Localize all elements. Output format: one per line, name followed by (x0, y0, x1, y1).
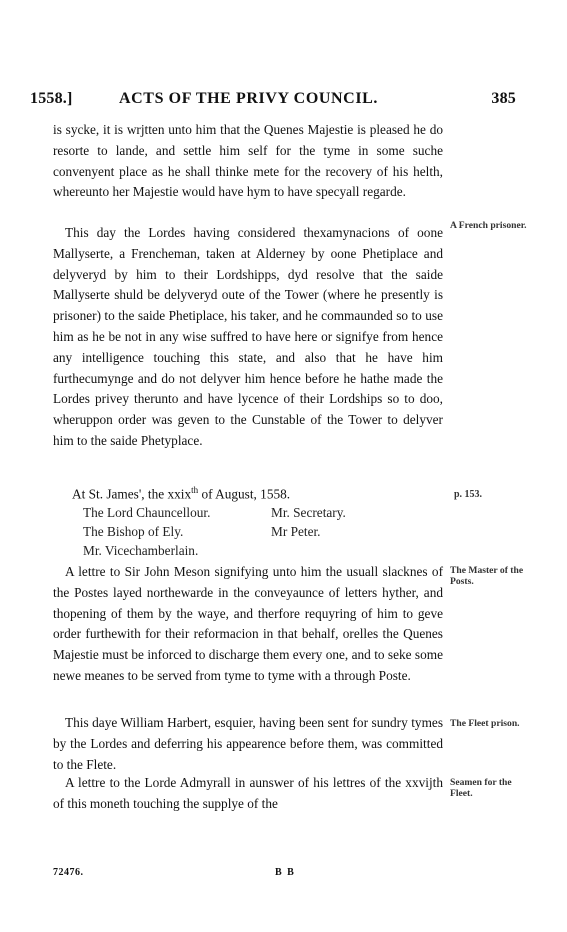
sitting-heading (72, 485, 290, 502)
paragraph-5 (53, 773, 443, 815)
sitting-suffix: of August, 1558. (198, 486, 291, 502)
attendee: Mr. Secretary. (271, 505, 346, 520)
paragraph-1 (53, 120, 443, 203)
margin-note-seamen: Seamen for the Fleet. (450, 777, 512, 799)
paragraph-2 (53, 223, 443, 452)
paragraph-1-text: is sycke, it is wrjtten unto him that the Quenes Majestie is pleased he do resorte to lande, and settle him self for the tyme in some suche convenyent place as he shall thinke mete for the recovery of his helth, whereunto her Majestie would have hym to have specyall regarde. (53, 122, 443, 200)
header-title: ACTS OF THE PRIVY COUNCIL. (119, 90, 379, 107)
paragraph-3-text: A lettre to Sir John Meson signifying unto him the usuall slacknes of the Postes layed northewarde in the conveyaunce of letters hyther, and thopening of them by the waye, and therfore requyring of him to geve order furthewith for their reformacion in that behalf, orelles the Quenes Majestie must be inforced to discharge them every one, and to seke some newe meanes to be served from tyme to tyme with a through Poste. (53, 564, 443, 683)
attendee: Mr Peter. (271, 524, 321, 539)
running-header (30, 90, 516, 112)
paragraph-4-text: This daye William Harbert, esquier, having been sent for sundry tymes by the Lordes and deferring his appearence before them, was committed to the Flete. (53, 715, 443, 772)
margin-note-fleet-prison: The Fleet prison. (450, 718, 520, 729)
page-reference: p. 153. (454, 489, 483, 500)
signature-mark: B B (275, 867, 296, 878)
attendee: The Lord Chauncellour. (83, 505, 211, 520)
paragraph-5-text: A lettre to the Lorde Admyrall in aunswer of his lettres of the xxvijth of this moneth touching the supplye of the (53, 775, 443, 811)
page-number: 385 (491, 90, 516, 107)
attendee: The Bishop of Ely. (83, 524, 184, 539)
print-number: 72476. (53, 867, 84, 878)
margin-note-master-posts: The Master of the Posts. (450, 565, 524, 587)
paragraph-3 (53, 562, 443, 687)
paragraph-2-text: This day the Lordes having considered thexamynacions of oone Mallyserte, a Frencheman, taken at Alderney by oone Phetiplace and delyveryd by him to their Lordshipps, dyd resolve that the saide Mallyserte shuld be delyveryd oute of the Tower (where he presently is prisoner) to the saide Phetiplace, his taker, and he commaunded so to use him as he be not in any wise suffred to have here or signifye from hence any intelligence touching this state, and also that he have him furthecumynge and do not delyver him hence before he hathe made the Lordes privey therunto and have lycence of their Lordships so to doo, wheruppon order was geven to the Cunstable of the Tower to delyver him to the saide Phetyplace. (53, 225, 443, 448)
paragraph-4 (53, 713, 443, 775)
sitting-prefix: At St. James', the xxix (72, 486, 192, 502)
attendee: Mr. Vicechamberlain. (83, 543, 199, 558)
sitting-sup: th (191, 485, 199, 495)
margin-note-french-prisoner: A French prisoner. (450, 220, 527, 231)
header-year: 1558.] (30, 90, 73, 107)
